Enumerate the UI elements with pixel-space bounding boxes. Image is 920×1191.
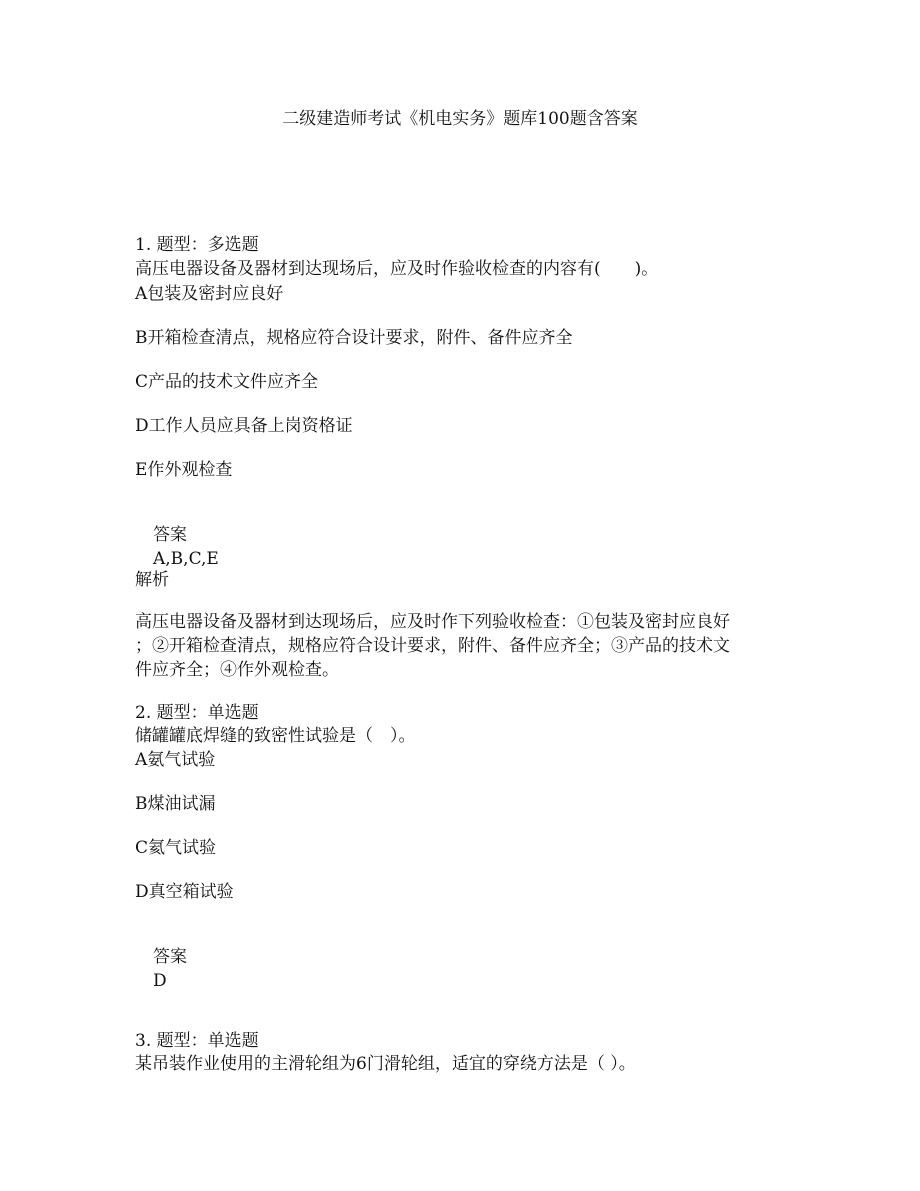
- question-2-stem: 储罐罐底焊缝的致密性试验是（ ）。: [135, 726, 416, 746]
- question-2-option-d: D真空箱试验: [135, 882, 234, 902]
- question-1-option-a: A包装及密封应良好: [135, 284, 284, 304]
- question-1-answer-label: 答案: [153, 525, 187, 545]
- question-1-stem: 高压电器设备及器材到达现场后，应及时作验收检查的内容有( )。: [135, 259, 659, 279]
- question-3-stem: 某吊装作业使用的主滑轮组为6门滑轮组，适宜的穿绕方法是（ ）。: [135, 1054, 636, 1074]
- question-1-analysis-label: 解析: [135, 570, 169, 590]
- question-1-analysis-line-2: ；②开箱检查清点，规格应符合设计要求，附件、备件应齐全；③产品的技术文: [135, 636, 730, 656]
- question-2-answer-label: 答案: [153, 947, 187, 967]
- question-1-analysis-line-1: 高压电器设备及器材到达现场后，应及时作下列验收检查：①包装及密封应良好: [135, 612, 730, 632]
- document-title: 二级建造师考试《机电实务》题库100题含答案: [282, 109, 638, 129]
- question-2-answer: D: [153, 971, 167, 991]
- question-1-analysis-line-3: 件应齐全；④作外观检查。: [135, 660, 339, 680]
- question-1-option-c: C产品的技术文件应齐全: [135, 372, 319, 392]
- question-3-header: 3. 题型：单选题: [135, 1031, 259, 1051]
- question-1-option-d: D工作人员应具备上岗资格证: [135, 416, 353, 436]
- question-2-option-c: C氦气试验: [135, 838, 217, 858]
- question-2-header: 2. 题型：单选题: [135, 703, 259, 723]
- question-2-option-a: A氨气试验: [135, 750, 216, 770]
- question-1-option-e: E作外观检查: [135, 460, 233, 480]
- question-1-answer: A,B,C,E: [153, 549, 219, 569]
- question-1-option-b: B开箱检查清点，规格应符合设计要求，附件、备件应齐全: [135, 328, 573, 348]
- question-1-header: 1. 题型：多选题: [135, 235, 259, 255]
- question-2-option-b: B煤油试漏: [135, 794, 216, 814]
